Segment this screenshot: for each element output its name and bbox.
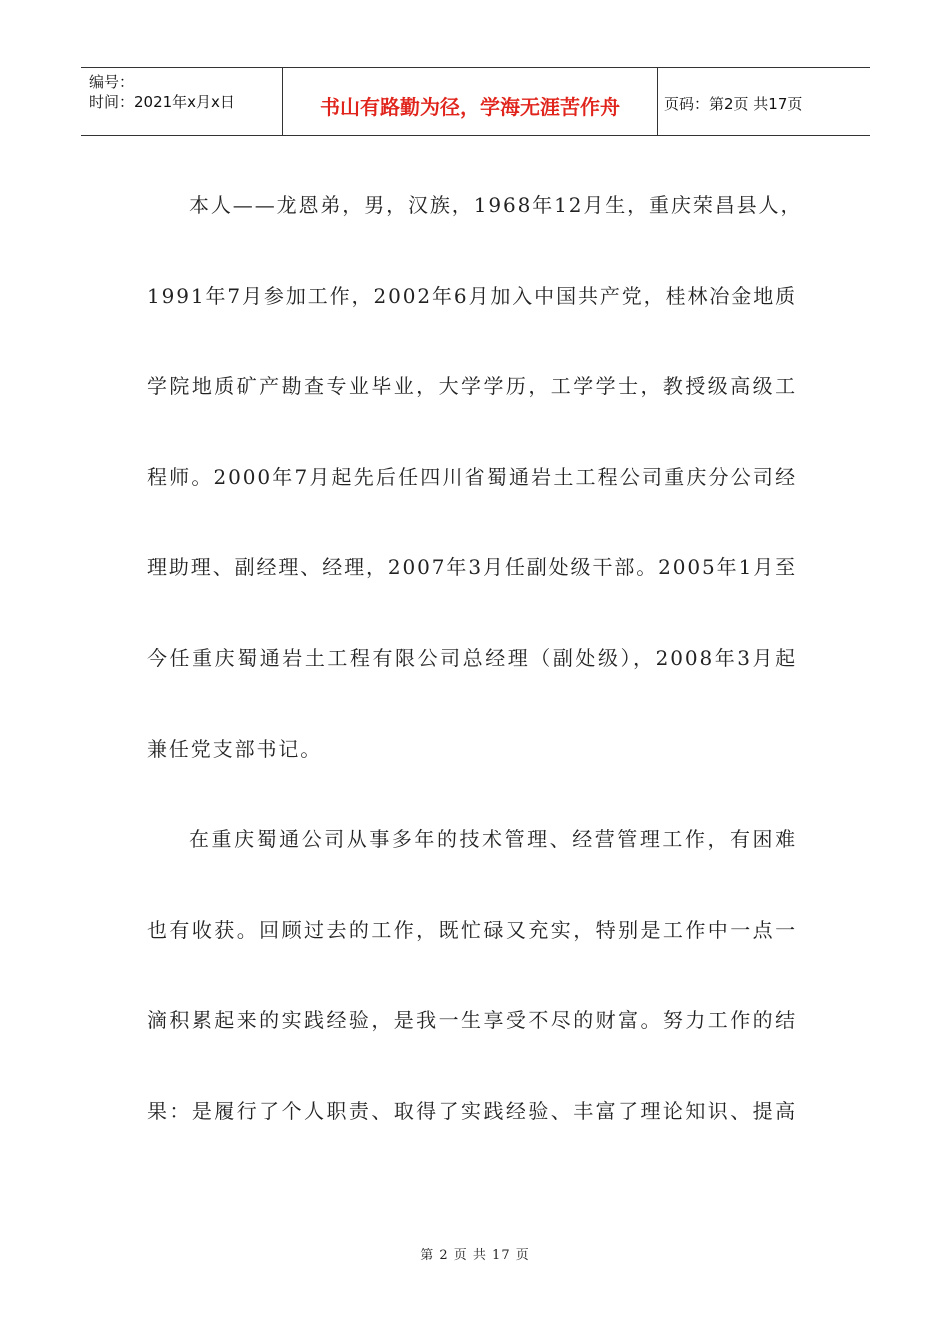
document-number-label: 编号：: [89, 73, 135, 91]
header-page-cell: [658, 68, 870, 135]
paragraph-2: [147, 794, 797, 1156]
header-motto: 书山有路勤为径，学海无涯苦作舟: [320, 95, 620, 119]
page-footer: 第 2 页 共 17 页: [420, 1248, 530, 1263]
paragraph-line: 今任重庆蜀通岩土工程有限公司总经理（副处级），2008年3月起: [147, 645, 797, 670]
paragraph-line: 本人——龙恩弟，男，汉族，1968年12月生，重庆荣昌县人，: [189, 193, 803, 217]
paragraph-line: 学院地质矿产勘查专业毕业，大学学历，工学学士，教授级高级工: [147, 374, 797, 399]
header-meta-cell: [81, 68, 283, 135]
header-motto-cell: [283, 68, 658, 135]
paragraph-line: 理助理、副经理、经理，2007年3月任副处级干部。2005年1月至: [147, 555, 797, 580]
paragraph-line: 滴积累起来的实践经验，是我一生享受不尽的财富。努力工作的结: [147, 1008, 797, 1033]
document-header: [81, 67, 870, 136]
paragraph-line: 也有收获。回顾过去的工作，既忙碌又充实，特别是工作中一点一: [147, 917, 797, 942]
paragraph-line: 兼任党支部书记。: [147, 736, 323, 761]
paragraph-line: 果：是履行了个人职责、取得了实践经验、丰富了理论知识、提高: [147, 1098, 797, 1123]
header-page-info: 页码：第2页 共17页: [664, 95, 803, 113]
paragraph-line: 程师。2000年7月起先后任四川省蜀通岩土工程公司重庆分公司经: [147, 464, 797, 489]
paragraph-line: 在重庆蜀通公司从事多年的技术管理、经营管理工作，有困难: [189, 827, 797, 852]
document-time-label: 时间：2021年x月x日: [89, 93, 235, 111]
paragraph-1: [147, 160, 803, 794]
paragraph-line: 1991年7月参加工作，2002年6月加入中国共产党，桂林冶金地质: [147, 283, 797, 308]
document-body: [147, 160, 803, 1157]
